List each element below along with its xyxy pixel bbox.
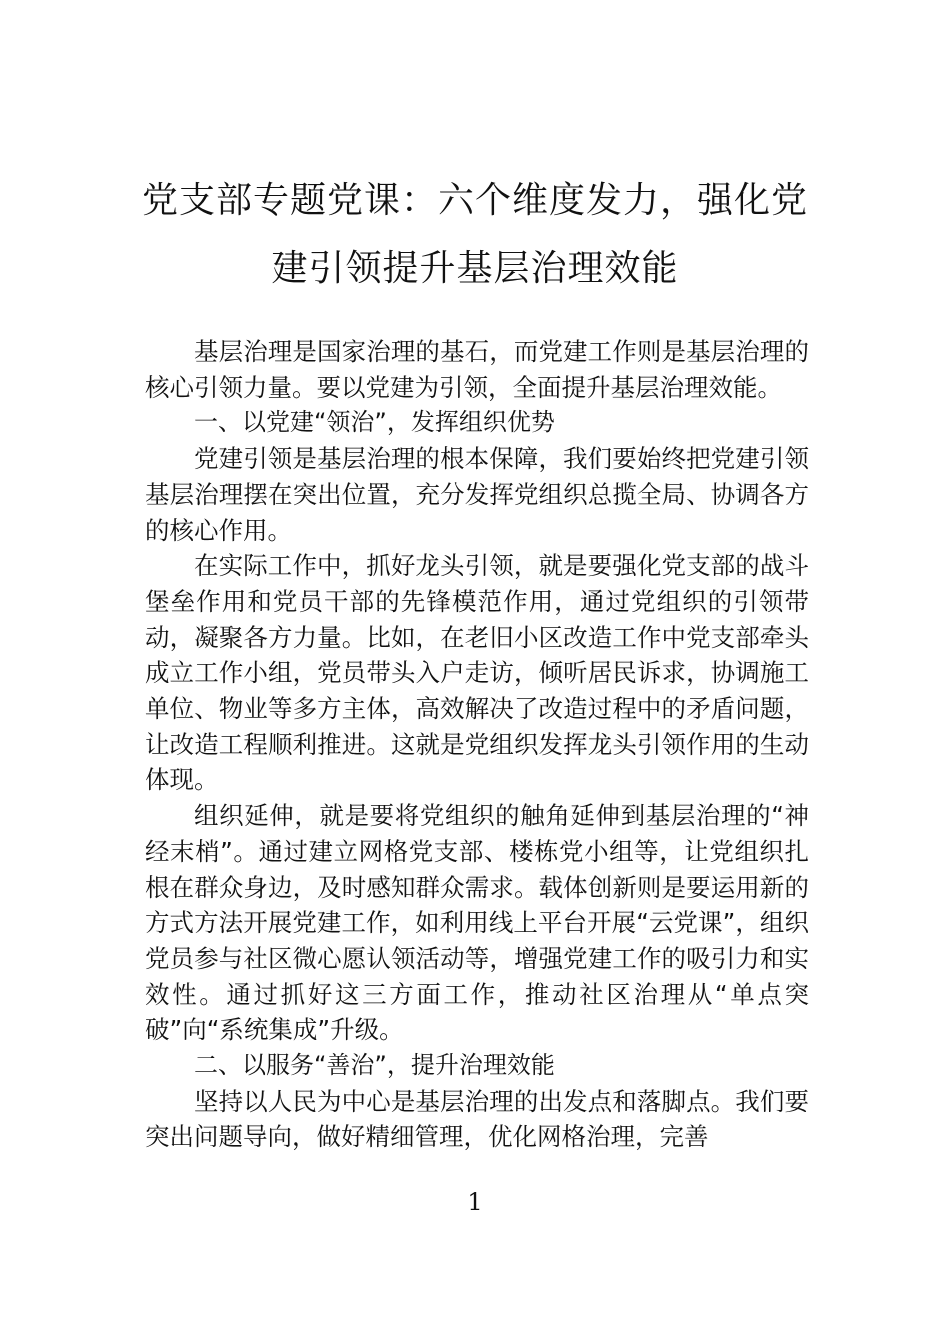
section-heading-2: 二、以服务“善治”，提升治理效能 — [194, 1051, 555, 1080]
page-number: 1 — [467, 1188, 483, 1216]
section-heading-1: 一、以党建“领治”，发挥组织优势 — [194, 408, 555, 437]
document-title-line-2: 建引领提升基层治理效能 — [271, 248, 679, 289]
document-title-line-1: 党支部专题党课：六个维度发力，强化党 — [141, 180, 808, 221]
paragraph: 党建引领是基层治理的根本保障，我们要始终把党建引领基层治理摆在突出位置，充分发挥党组织总揽全局、协调各方的核心作用。 — [145, 444, 809, 545]
paragraph: 在实际工作中，抓好龙头引领，就是要强化党支部的战斗堡垒作用和党员干部的先锋模范作用，通过党组织的引领带动，凝聚各方力量。比如，在老旧小区改造工作中党支部牵头成立工作小组，党员带头入户走访，倾听居民诉求，协调施工单位、物业等多方主体，高效解决了改造过程中的矛盾问题，让改造工程顺利推进。这就是党组织发挥龙头引领作用的生动体现。 — [145, 551, 809, 795]
paragraph: 组织延伸，就是要将党组织的触角延伸到基层治理的“神经末梢”。通过建立网格党支部、楼栋党小组等，让党组织扎根在群众身边，及时感知群众需求。载体创新则是要运用新的方式方法开展党建工作，如利用线上平台开展“云党课”，组织党员参与社区微心愿认领活动等，增强党建工作的吸引力和实效性。通过抓好这三方面工作，推动社区治理从“单点突破”向“系统集成”升级。 — [145, 801, 809, 1045]
document-body — [145, 334, 809, 1155]
paragraph: 坚持以人民为中心是基层治理的出发点和落脚点。我们要突出问题导向，做好精细管理，优化网格治理，完善 — [145, 1086, 809, 1152]
paragraph-intro: 基层治理是国家治理的基石，而党建工作则是基层治理的核心引领力量。要以党建为引领，全面提升基层治理效能。 — [145, 337, 809, 402]
